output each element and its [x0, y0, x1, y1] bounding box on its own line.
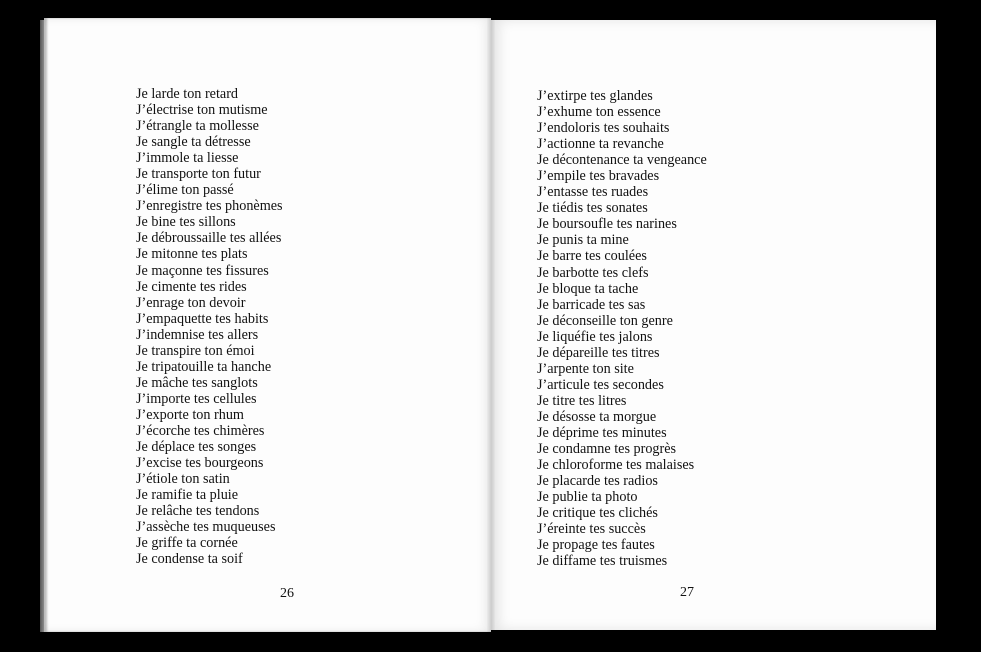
poem-line: Je décontenance ta vengeance [537, 152, 707, 169]
poem-line: J’arpente ton site [537, 360, 634, 377]
poem-line: J’empaquette tes habits [136, 310, 269, 327]
poem-line: Je tripatouille ta hanche [136, 358, 272, 375]
poem-line: Je critique tes clichés [537, 505, 658, 522]
poem-line: Je transpire ton émoi [136, 342, 255, 359]
poem-line: Je mitonne tes plats [136, 246, 248, 263]
poem-line: Je boursoufle tes narines [537, 216, 677, 233]
poem-line: Je relâche tes tendons [136, 503, 260, 520]
poem-line: Je cimente tes rides [136, 278, 247, 295]
poem-line: Je dépareille tes titres [537, 344, 660, 361]
book-gutter [487, 18, 495, 632]
poem-line: Je diffame tes truismes [537, 553, 668, 570]
poem-line: Je tiédis tes sonates [537, 200, 648, 217]
poem-line: Je déconseille ton genre [537, 312, 673, 329]
poem-line: Je bloque ta tache [537, 280, 639, 297]
poem-line: J’entasse tes ruades [537, 184, 649, 201]
poem-line: Je barbotte tes clefs [537, 264, 649, 281]
poem-line: Je condense ta soif [136, 551, 243, 568]
poem-line: Je débroussaille tes allées [136, 230, 282, 247]
poem-line: Je déplace tes songes [136, 439, 257, 456]
left-page [44, 18, 491, 632]
page-number-left: 26 [280, 586, 294, 601]
poem-line: Je désosse ta morgue [537, 408, 657, 425]
poem-line: J’assèche tes muqueuses [136, 519, 276, 536]
poem-line: Je punis ta mine [537, 232, 629, 249]
show-through-text [292, 86, 462, 182]
poem-line: J’élime ton passé [136, 182, 234, 199]
poem-line: J’extirpe tes glandes [537, 88, 653, 104]
poem-line: J’importe tes cellules [136, 390, 257, 407]
poem-line: J’électrise ton mutisme [136, 102, 268, 119]
poem-line: J’exporte ton rhum [136, 406, 244, 423]
poem-line: J’excise tes bourgeons [136, 455, 264, 472]
poem-left [136, 86, 283, 567]
poem-line: J’étrangle ta mollesse [136, 118, 259, 135]
poem-line: Je déprime tes minutes [537, 424, 667, 441]
poem-line: Je condamne tes progrès [537, 441, 677, 458]
poem-line: J’enrage ton devoir [136, 294, 246, 311]
poem-line: Je placarde tes radios [537, 473, 658, 490]
poem-line: Je barricade tes sas [537, 296, 646, 313]
page-number-right: 27 [680, 585, 694, 600]
poem-line: J’articule tes secondes [537, 376, 664, 393]
poem-line: J’écorche tes chimères [136, 422, 265, 439]
poem-line: Je griffe ta cornée [136, 535, 238, 552]
poem-line: J’actionne ta revanche [537, 136, 664, 153]
poem-line: J’exhume ton essence [537, 104, 661, 121]
poem-line: J’enregistre tes phonèmes [136, 198, 283, 215]
poem-line: J’éreinte tes succès [537, 521, 646, 538]
poem-line: Je ramifie ta pluie [136, 487, 239, 504]
poem-line: Je barre tes coulées [537, 248, 647, 265]
poem-line: Je liquéfie tes jalons [537, 328, 653, 345]
poem-line: Je publie ta photo [537, 489, 638, 506]
poem-line: J’immole ta liesse [136, 150, 239, 167]
poem-line: Je bine tes sillons [136, 214, 236, 231]
right-page [491, 20, 936, 630]
poem-line: Je transporte ton futur [136, 166, 261, 183]
poem-line: Je mâche tes sanglots [136, 374, 258, 391]
poem-line: Je titre tes litres [537, 392, 627, 409]
poem-line: Je chloroforme tes malaises [537, 457, 695, 474]
poem-line: Je sangle ta détresse [136, 134, 251, 151]
poem-line: J’indemnise tes allers [136, 326, 259, 343]
poem-line: Je propage tes fautes [537, 537, 655, 554]
poem-line: Je larde ton retard [136, 86, 239, 102]
poem-line: J’endoloris tes souhaits [537, 120, 670, 137]
poem-line: Je maçonne tes fissures [136, 262, 269, 279]
poem-line: J’empile tes bravades [537, 168, 660, 185]
poem-line: J’étiole ton satin [136, 471, 230, 488]
poem-right [537, 88, 707, 569]
